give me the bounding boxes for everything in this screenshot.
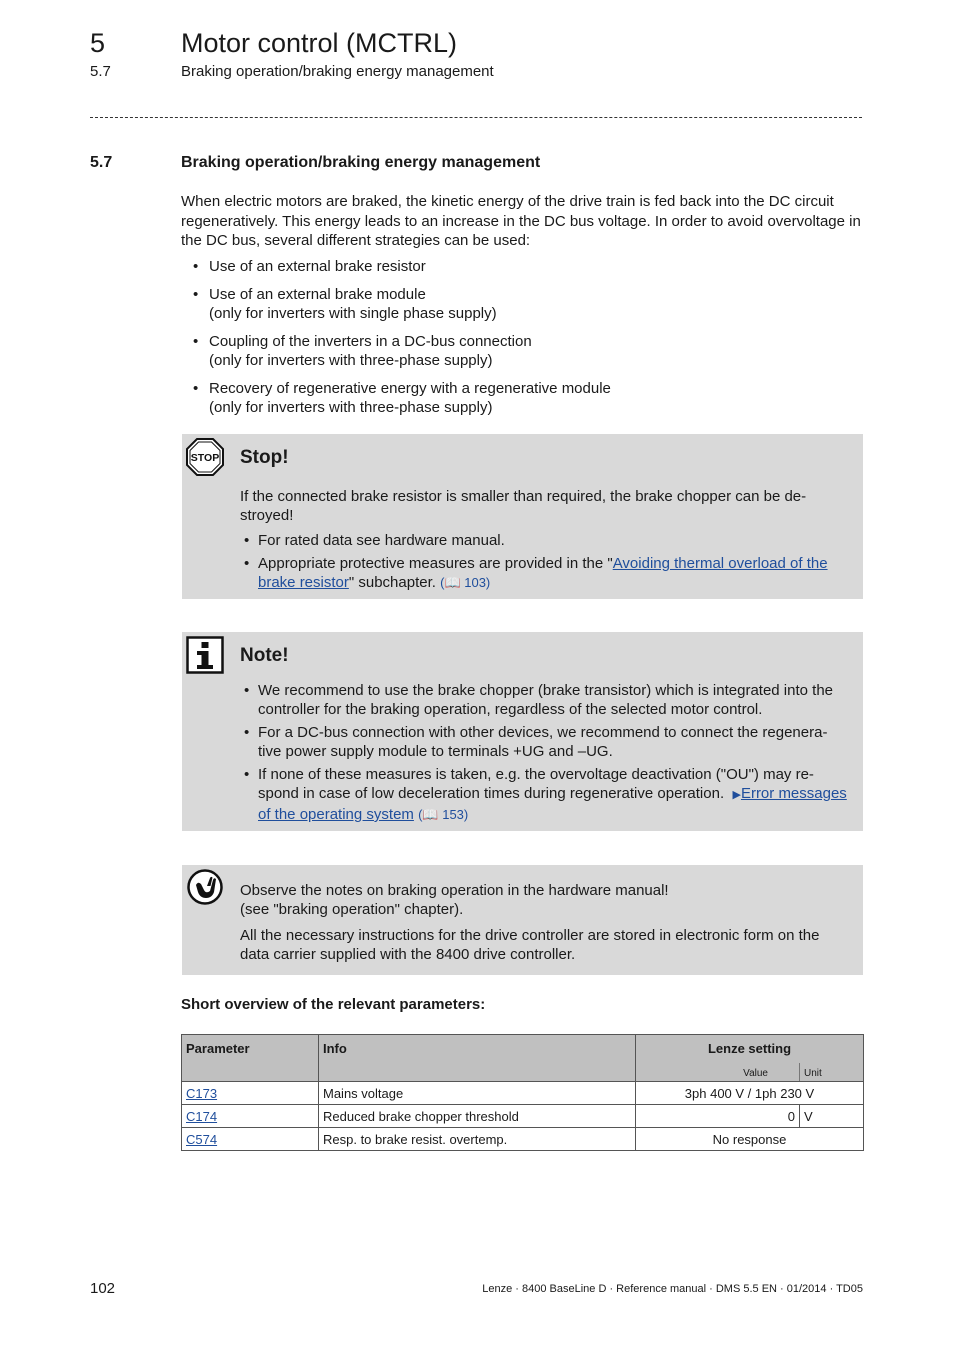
col-info: Info — [319, 1035, 636, 1082]
tip-line-1: Observe the notes on braking operation in the hardware manual! — [240, 882, 669, 899]
list-item: • Use of an external brake module (only for inverters with single phase supply) — [193, 285, 853, 323]
list-item: • For a DC-bus connection with other devices, we recommend to connect the regenera-tive power supply module to terminals +UG and –UG. — [240, 723, 850, 761]
subsection-number: 5.7 — [90, 63, 111, 80]
table-row: C574 Resp. to brake resist. overtemp. No response — [182, 1128, 864, 1151]
tip-line-2: (see "braking operation" chapter). — [240, 901, 464, 918]
tip-body — [240, 881, 850, 970]
svg-text:STOP: STOP — [190, 452, 220, 464]
strategy-list — [193, 257, 853, 426]
col-parameter: Parameter — [182, 1035, 319, 1082]
tip-box — [182, 865, 863, 975]
list-item: • Use of an external brake resistor — [193, 257, 853, 276]
list-item: • Coupling of the inverters in a DC-bus connection (only for inverters with three-phase supply) — [193, 332, 853, 370]
stop-body — [240, 487, 840, 596]
thermal-overload-link[interactable]: Avoiding thermal overload of the brake resistor — [258, 555, 828, 591]
page-ref-link[interactable]: (📖 153) — [418, 807, 469, 822]
list-item: • If none of these measures is taken, e.g. the overvoltage deactivation ("OU") may re-spond in case of low deceleration times during regenerative operation. ▶Error messages of the operating system (📖 153) — [240, 765, 850, 824]
param-link-c574[interactable]: C574 — [186, 1131, 218, 1147]
col-unit: Unit — [804, 1068, 822, 1079]
param-link-c174[interactable]: C174 — [186, 1108, 218, 1124]
table-row: C173 Mains voltage 3ph 400 V / 1ph 230 V — [182, 1082, 864, 1105]
list-item: • Recovery of regenerative energy with a regenerative module (only for inverters with three-phase supply) — [193, 379, 853, 417]
stop-text: If the connected brake resistor is smaller than required, the brake chopper can be de-stroyed! — [240, 488, 807, 524]
arrow-right-icon: ▶ — [732, 789, 741, 801]
note-box — [182, 632, 863, 831]
error-messages-link[interactable]: Error messages of the operating system — [258, 785, 847, 823]
section-number: 5.7 — [90, 154, 113, 171]
section-title: Braking operation/braking energy management — [181, 154, 541, 171]
col-value: Value — [743, 1068, 768, 1079]
doc-info: Lenze · 8400 BaseLine D · Reference manual · DMS 5.5 EN · 01/2014 · TD05 — [482, 1283, 863, 1295]
table-header-row — [182, 1035, 864, 1082]
subsection-title: Braking operation/braking energy management — [181, 63, 494, 80]
col-lenze-setting: Lenze setting Value Unit — [636, 1035, 864, 1082]
note-body — [240, 681, 850, 828]
parameter-table — [181, 1034, 864, 1151]
chapter-number: 5 — [90, 28, 106, 58]
tip-paragraph: All the necessary instructions for the drive controller are stored in electronic form on the data carrier supplied with the 8400 drive controller. — [240, 927, 820, 963]
chapter-title: Motor control (MCTRL) — [181, 28, 458, 58]
param-link-c173[interactable]: C173 — [186, 1085, 218, 1101]
list-item: • For rated data see hardware manual. — [240, 531, 840, 550]
note-heading: Note! — [240, 645, 289, 666]
list-item: • We recommend to use the brake chopper (brake transistor) which is integrated into the controller for the braking operation, regardless of the selected motor control. — [240, 681, 850, 719]
list-item: • Appropriate protective measures are provided in the "Avoiding thermal overload of the brake resistor" subchapter. (📖 103) — [240, 554, 840, 592]
params-title: Short overview of the relevant parameters: — [181, 996, 486, 1013]
info-icon — [186, 636, 224, 679]
table-row: C174 Reduced brake chopper threshold 0 V — [182, 1105, 864, 1128]
header-divider — [90, 117, 862, 118]
page-number: 102 — [90, 1280, 116, 1297]
intro-paragraph: When electric motors are braked, the kinetic energy of the drive train is fed back into the DC circuit regeneratively. This energy leads to an increase in the DC bus voltage. In order to avoid overvoltage in the DC bus, several different strategies can be used: — [181, 193, 861, 249]
stop-heading: Stop! — [240, 447, 289, 468]
hand-tip-icon — [186, 868, 224, 911]
page-ref-link[interactable]: (📖 103) — [440, 575, 491, 590]
stop-box — [182, 434, 863, 599]
stop-sign-icon — [186, 438, 224, 481]
